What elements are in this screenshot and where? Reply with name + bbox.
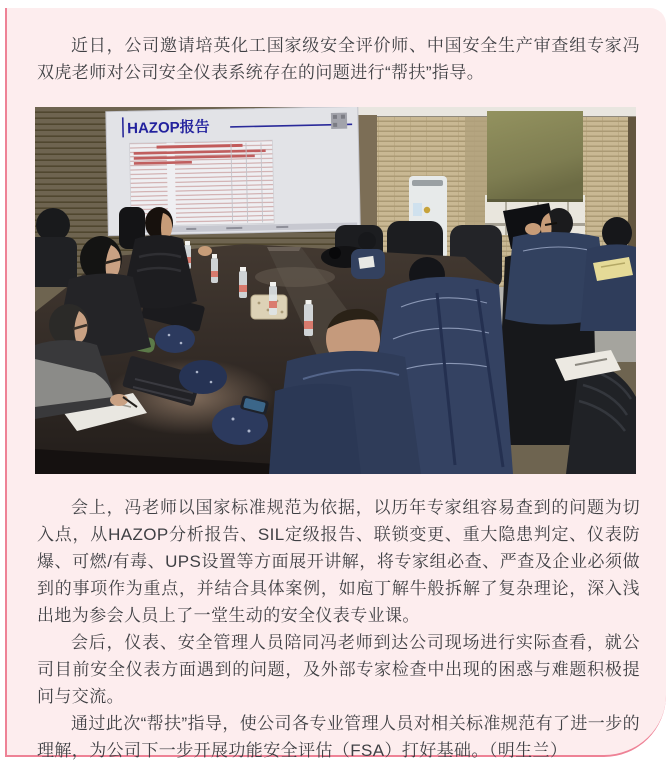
article-content bbox=[7, 8, 666, 764]
paragraph-closing: 通过此次“帮扶”指导，使公司各专业管理人员对相关标准规范有了进一步的理解，为公司下一步开展功能安全评估（FSA）打好基础。（明生兰） bbox=[37, 714, 640, 760]
paragraph-site-visit: 会后，仪表、安全管理人员陪同冯老师到达公司现场进行实际查看，就公司目前安全仪表方面遇到的问题，及外部专家检查中出现的困惑与难题积极提问与交流。 bbox=[37, 633, 640, 706]
roller-blind bbox=[487, 111, 583, 201]
meeting-photo-canvas bbox=[35, 107, 636, 474]
paragraph-meeting: 会上，冯老师以国家标准规范为依据，以历年专家组容易查到的问题为切入点，从HAZOP分析报告、SIL定级报告、联锁变更、重大隐患判定、仪表防爆、可燃/有毒、UPS设置等方面展开讲解，将专家组必查、严查及企业必须做到的事项作为重点，并结合具体案例，如庖丁解牛般拆解了复杂理论，深入浅出地为参会人员上了一堂生动的安全仪表专业课。 bbox=[37, 498, 640, 625]
person-bottom-center bbox=[269, 384, 361, 474]
article-card bbox=[5, 8, 666, 760]
presenter-hand bbox=[198, 246, 212, 256]
paragraph-intro: 近日，公司邀请培英化工国家级安全评价师、中国安全生产审查组专家冯双虎老师对公司安全仪表系统存在的问题进行“帮扶”指导。 bbox=[37, 36, 640, 82]
ceiling-strip bbox=[335, 107, 636, 117]
meeting-photo bbox=[35, 107, 636, 474]
slide-title: HAZOP报告 bbox=[126, 118, 210, 138]
